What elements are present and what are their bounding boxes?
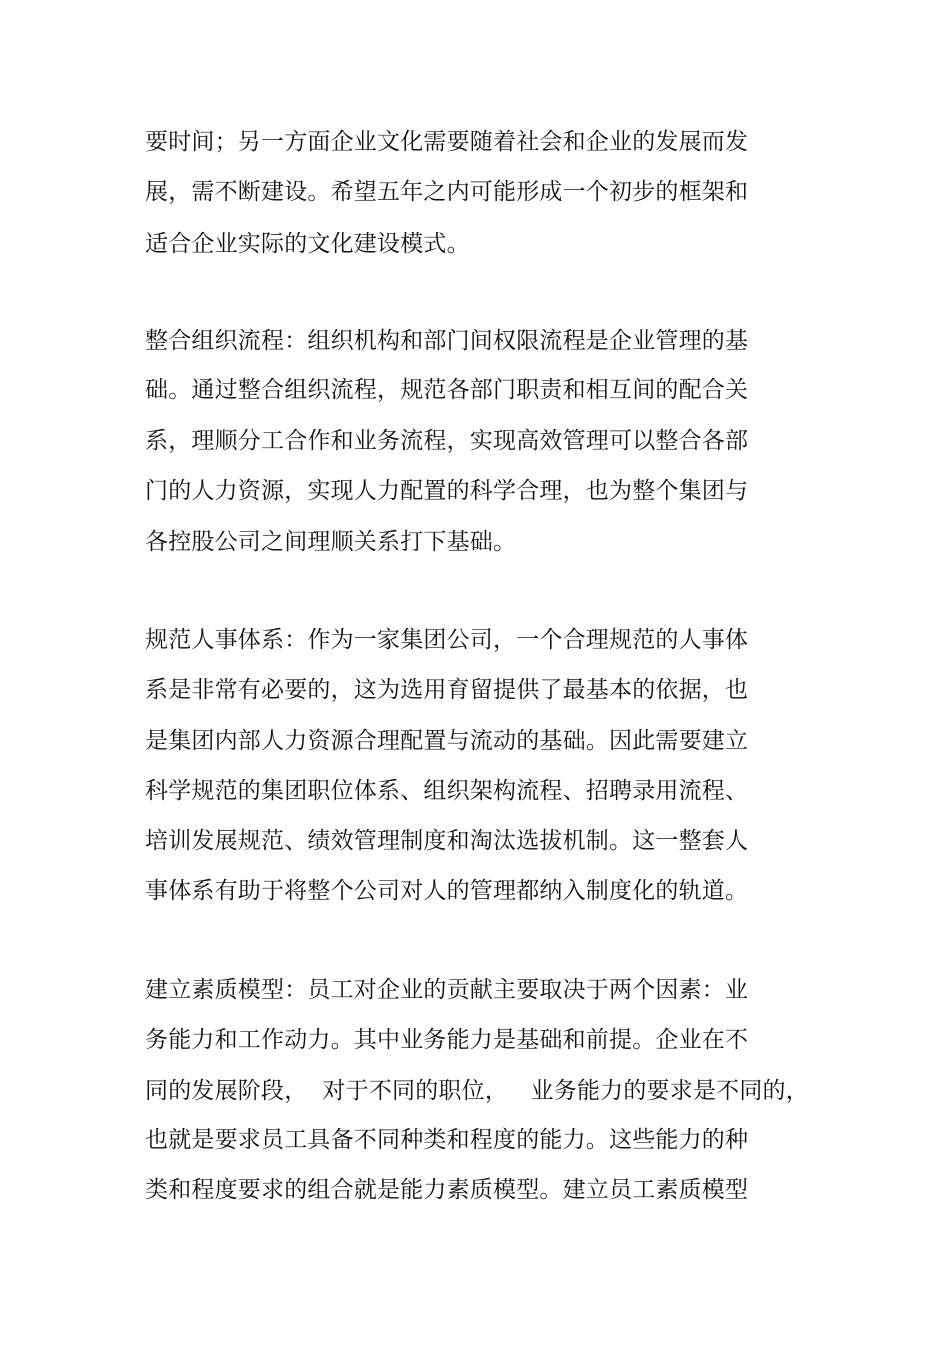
text-line: 适合企业实际的文化建设模式。 xyxy=(145,231,470,257)
text-line: 也就是要求员工具备不同种类和程度的能力。这些能力的种 xyxy=(145,1127,749,1153)
text-line: 整合组织流程：组织机构和部门间权限流程是企业管理的基 xyxy=(145,328,749,354)
text-line: 是集团内部人力资源合理配置与流动的基础。因此需要建立 xyxy=(145,728,749,754)
text-line: 门的人力资源，实现人力配置的科学合理，也为整个集团与 xyxy=(145,478,749,504)
text-line: 务能力和工作动力。其中业务能力是基础和前提。企业在不 xyxy=(145,1027,749,1053)
text-line: 系，理顺分工合作和业务流程，实现高效管理可以整合各部 xyxy=(145,428,749,454)
text-line: 规范人事体系：作为一家集团公司，一个合理规范的人事体 xyxy=(145,627,749,653)
text-line: 展，需不断建设。希望五年之内可能形成一个初步的框架和 xyxy=(145,179,749,205)
text-line: 各控股公司之间理顺关系打下基础。 xyxy=(145,529,517,555)
text-line: 要时间；另一方面企业文化需要随着社会和企业的发展而发 xyxy=(145,129,749,155)
text-line: 科学规范的集团职位体系、组织架构流程、招聘录用流程、 xyxy=(145,778,749,804)
text-line: 建立素质模型：员工对企业的贡献主要取决于两个因素：业 xyxy=(145,977,749,1003)
text-line: 础。通过整合组织流程，规范各部门职责和相互间的配合关 xyxy=(145,377,749,403)
text-line: 事体系有助于将整个公司对人的管理都纳入制度化的轨道。 xyxy=(145,878,749,904)
text-line: 系是非常有必要的，这为选用育留提供了最基本的依据，也 xyxy=(145,677,749,703)
text-line: 培训发展规范、绩效管理制度和淘汰选拔机制。这一整套人 xyxy=(145,828,749,854)
text-line: 同的发展阶段， 对于不同的职位， 业务能力的要求是不同的， xyxy=(145,1078,809,1104)
text-line: 类和程度要求的组合就是能力素质模型。建立员工素质模型 xyxy=(145,1177,749,1203)
